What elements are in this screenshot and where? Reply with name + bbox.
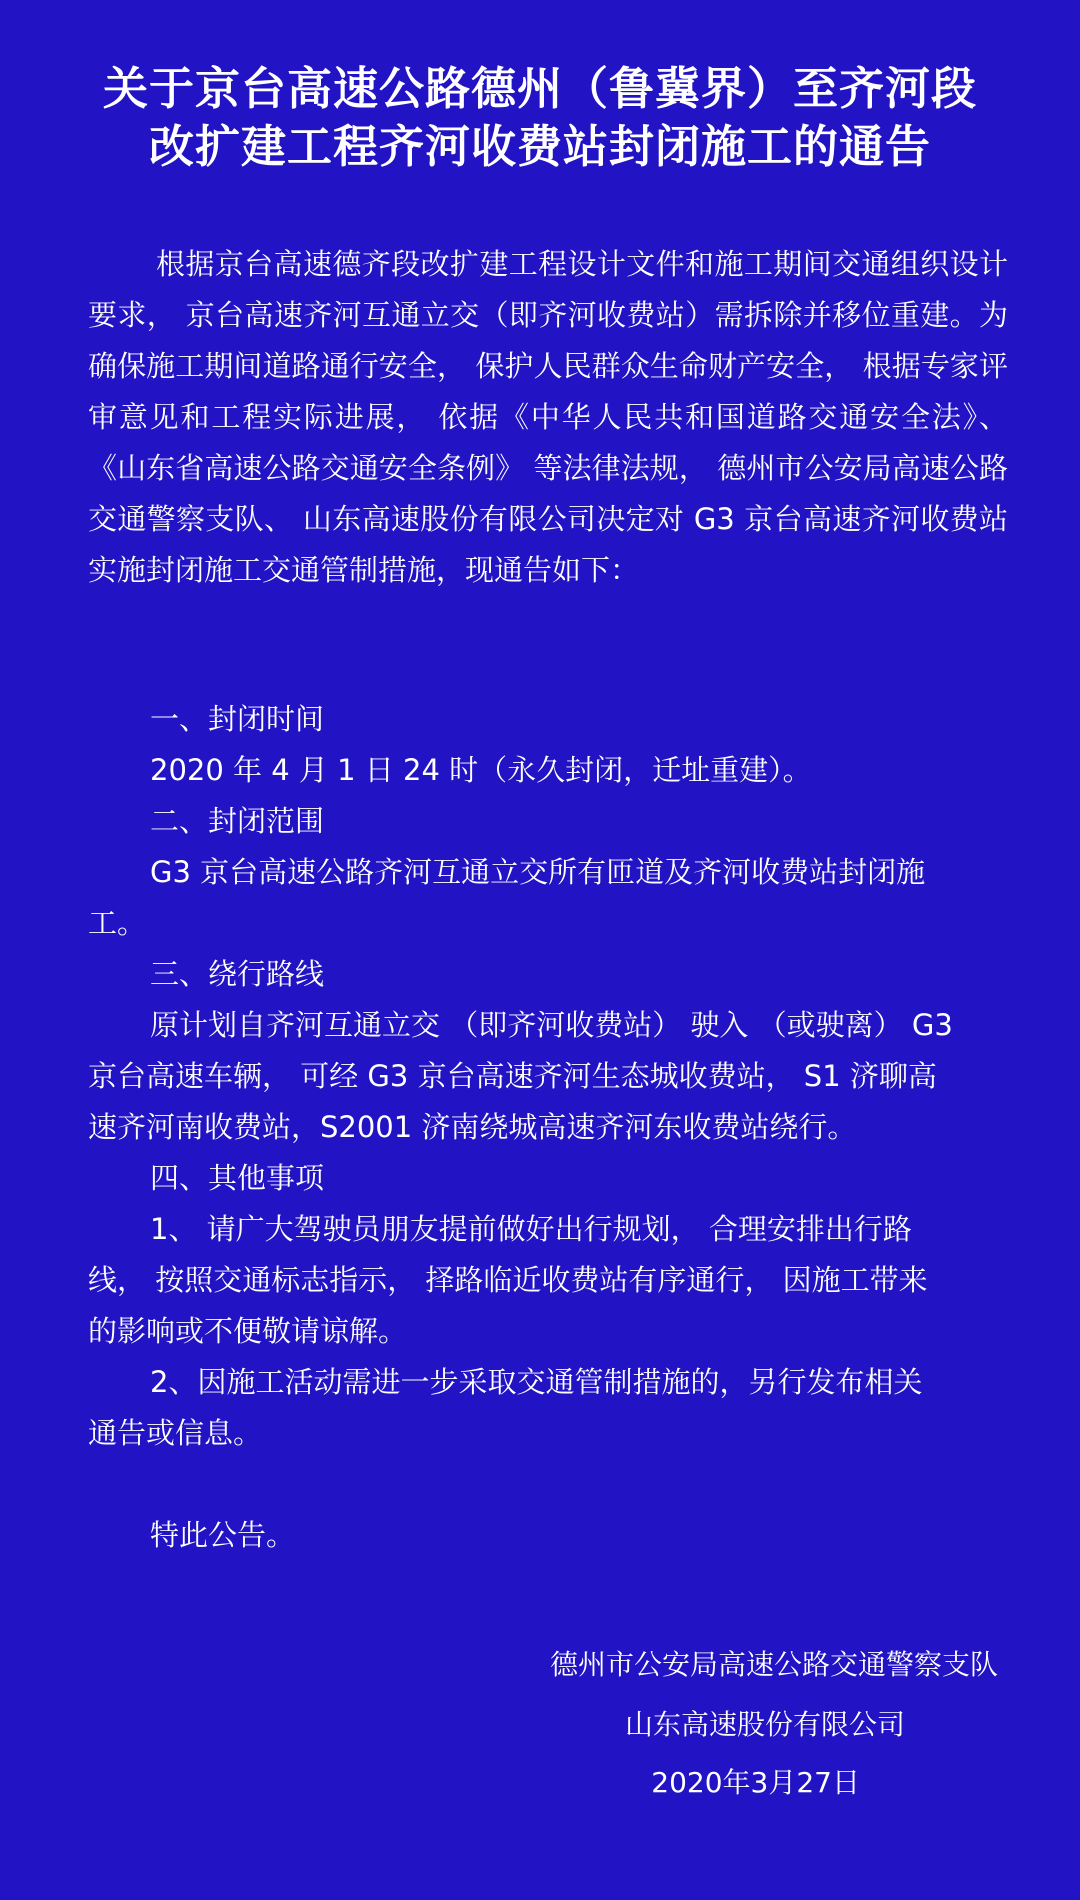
signature-date: 2020年3月27日 — [651, 1766, 860, 1799]
section-3-line-3: 速齐河南收费站，S2001 济南绕城高速齐河东收费站绕行。 — [88, 1110, 857, 1144]
section-4-item-2-line-2: 通告或信息。 — [88, 1416, 263, 1450]
section-1-heading: 一、封闭时间 — [150, 702, 325, 736]
intro-paragraph: 根据京台高速德齐段改扩建工程设计文件和施工期间交通组织设计要求， 京台高速齐河互通立交（即齐河收费站）需拆除并移位重建。为确保施工期间道路通行安全， 保护人民群众生命财产安全， 根据专家评审意见和工程实际进展， 依据《中华人民共和国道路交通安全法》、 《山东省高速公路交通安全条例》 等法律法规， 德州市公安局高速公路交通警察支队、 山东高速股份有限公司决定对 G3 京台高速齐河收费站实施封闭施工交通管制措施，现通告如下： — [88, 247, 1008, 587]
section-2-line-1: G3 京台高速公路齐河互通立交所有匝道及齐河收费站封闭施 — [150, 855, 926, 889]
section-2-line-2: 工。 — [88, 906, 147, 940]
title-line-1: 关于京台高速公路德州（鲁冀界）至齐河段 — [102, 62, 977, 115]
section-3-line-1: 原计划自齐河互通立交 （即齐河收费站） 驶入 （或驶离） G3 — [150, 1008, 953, 1042]
section-4-item-1-line-2: 线， 按照交通标志指示， 择路临近收费站有序通行， 因施工带来 — [88, 1263, 928, 1297]
title-line-2: 改扩建工程齐河收费站封闭施工的通告 — [148, 120, 931, 173]
section-4-heading: 四、其他事项 — [150, 1161, 325, 1195]
section-4-item-2-line-1: 2、因施工活动需进一步采取交通管制措施的，另行发布相关 — [150, 1365, 923, 1399]
signature-org-2: 山东高速股份有限公司 — [624, 1708, 905, 1741]
section-2-heading: 二、封闭范围 — [150, 804, 325, 838]
section-4-item-1-line-3: 的影响或不便敬请谅解。 — [88, 1314, 408, 1348]
signature-org-1: 德州市公安局高速公路交通警察支队 — [549, 1648, 998, 1681]
closing-statement: 特此公告。 — [150, 1518, 296, 1552]
section-3-heading: 三、绕行路线 — [150, 957, 325, 991]
section-3-line-2: 京台高速车辆， 可经 G3 京台高速齐河生态城收费站， S1 济聊高 — [88, 1059, 937, 1093]
section-1-body: 2020 年 4 月 1 日 24 时（永久封闭，迁址重建）。 — [150, 753, 812, 787]
section-4-item-1-line-1: 1、 请广大驾驶员朋友提前做好出行规划， 合理安排出行路 — [150, 1212, 912, 1246]
